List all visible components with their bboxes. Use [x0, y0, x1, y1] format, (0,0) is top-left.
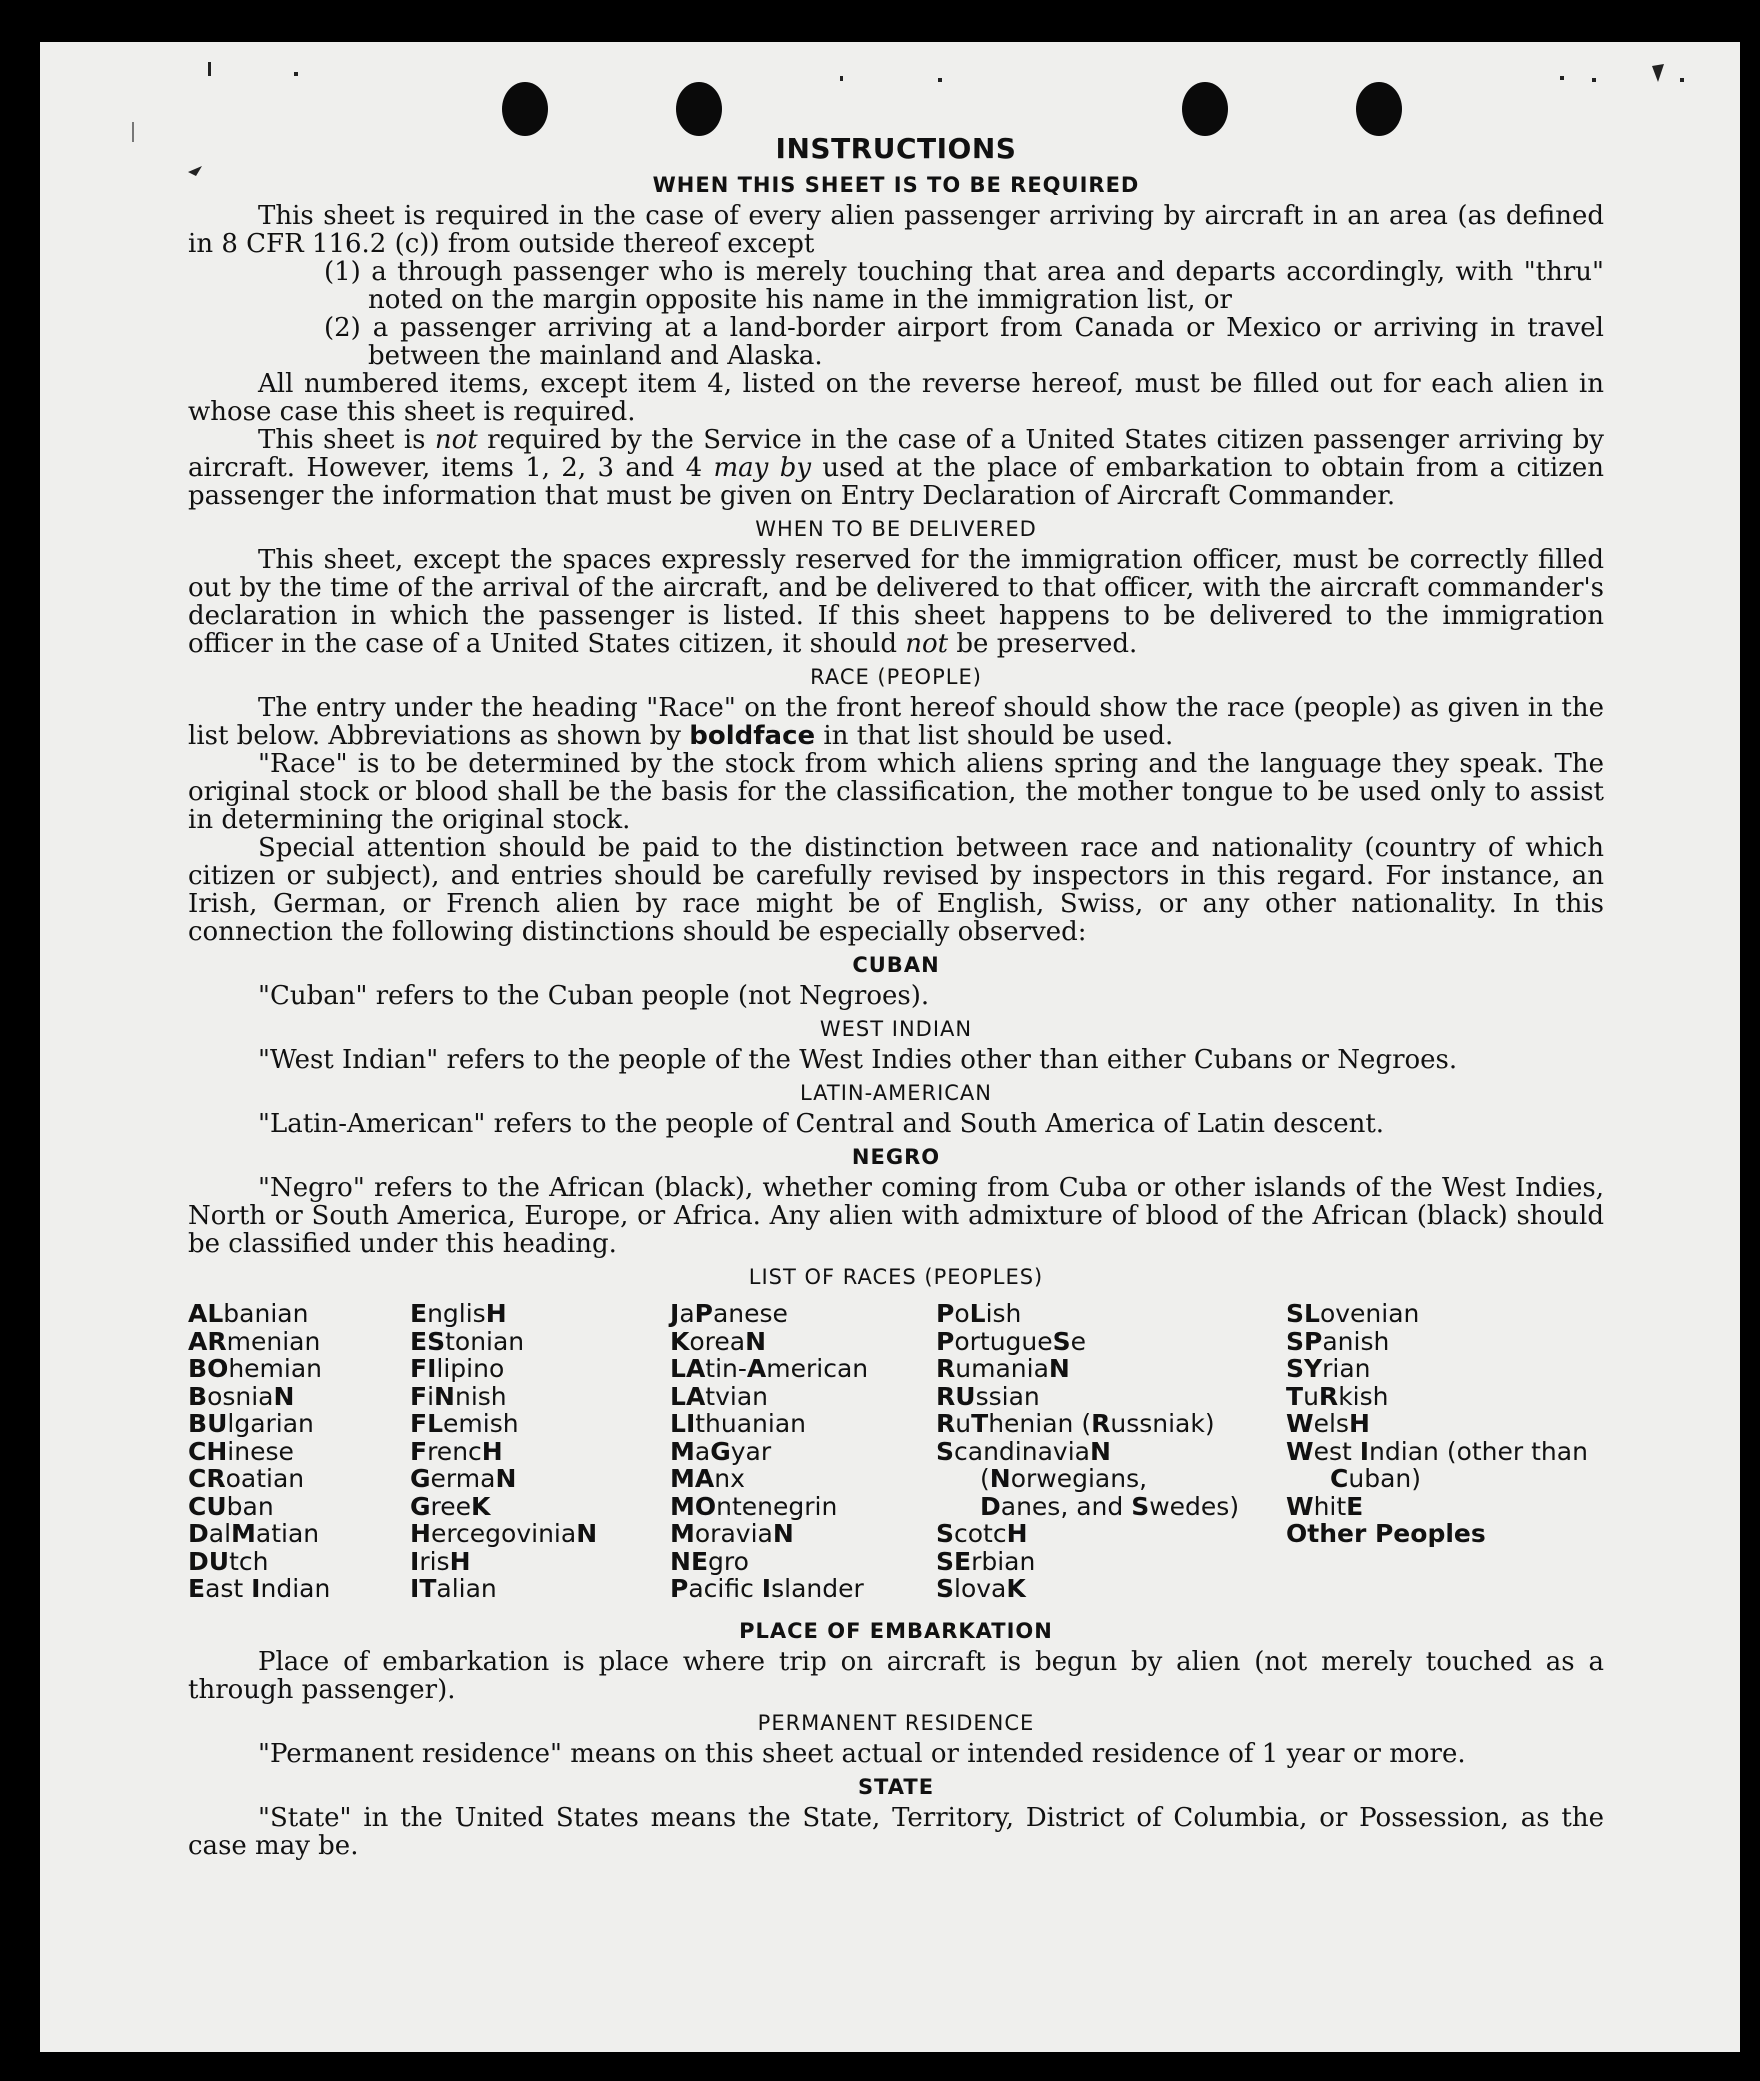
race-item: SPanish [1286, 1326, 1390, 1356]
text-run: required by the Service in the case of a United States citizen passenger arriving by aircraft. However, items 1, 2, 3 and 4 [188, 425, 1604, 483]
race-item: LAtvian [670, 1381, 769, 1411]
race-item: Pacific Islander [670, 1574, 864, 1603]
race-item: ITalian [410, 1574, 497, 1603]
race-item: ALbanian [188, 1299, 309, 1328]
race-item: IrisH [410, 1546, 471, 1576]
text-run: used at the place of embarkation to obtain from a citizen passenger the information that must be given on Entry Declaration of Aircraft Commander. [188, 453, 1604, 511]
race-item: LAtin-American [670, 1354, 869, 1383]
paragraph: "Race" is to be determined by the stock from which aliens spring and the language they speak. The original stock or blood shall be the basis for the classification, the mother tongue to be used only to assist in determining the original stock. [188, 749, 1604, 835]
section-heading: WHEN TO BE DELIVERED [755, 517, 1037, 541]
paragraph: "State" in the United States means the State, Territory, District of Columbia, or Possession, as the case may be. [188, 1803, 1604, 1861]
race-item: BUlgarian [188, 1409, 314, 1438]
race-item: NEgro [670, 1546, 749, 1576]
paragraph: "Cuban" refers to the Cuban people (not Negroes). [258, 981, 930, 1011]
race-item: MoraviaN [670, 1519, 794, 1548]
text-run: The entry under the heading "Race" on the front hereof should show the race (people) as given in the list below. Abbreviations as shown by [188, 693, 1604, 751]
paragraph: "Latin-American" refers to the people of Central and South America of Latin descent. [258, 1109, 1385, 1139]
races-column [188, 1300, 330, 1603]
race-item: CUban [188, 1491, 274, 1521]
race-item: FLemish [410, 1409, 519, 1438]
italic-text: not [434, 425, 478, 455]
race-item: PortugueSe [936, 1326, 1087, 1356]
race-item: LIthuanian [670, 1409, 807, 1438]
race-item: SErbian [936, 1546, 1036, 1576]
race-item: SLovenian [1286, 1299, 1420, 1328]
race-item: RumaniaN [936, 1354, 1070, 1383]
paragraph: Place of embarkation is place where trip on aircraft is begun by alien (not merely touched as a through passenger). [188, 1647, 1604, 1705]
race-item: DalMatian [188, 1519, 320, 1548]
race-item: East Indian [188, 1574, 331, 1603]
document-page [40, 42, 1740, 2052]
section-heading: STATE [857, 1775, 935, 1799]
section-heading: PERMANENT RESIDENCE [757, 1711, 1035, 1735]
section-heading: NEGRO [851, 1145, 941, 1169]
italic-text: may by [713, 453, 812, 483]
text-run: This sheet is [258, 425, 435, 455]
paragraph [188, 694, 1604, 750]
instructions-content [188, 132, 1604, 1860]
page-title: INSTRUCTIONS [775, 132, 1017, 165]
race-item: EStonian [410, 1326, 525, 1356]
races-list [188, 1300, 1604, 1612]
paragraph: "Negro" refers to the African (black), whether coming from Cuba or other islands of the West Indies, North or South America, Europe, or Africa. Any alien with admixture of blood of the African (black) should be classified under this heading. [188, 1173, 1604, 1259]
race-item: SYrian [1286, 1354, 1371, 1383]
section-heading: PLACE OF EMBARKATION [739, 1619, 1053, 1643]
race-item: SlovaK [936, 1574, 1026, 1603]
race-item: WhitE [1286, 1491, 1364, 1521]
text-run: in that list should be used. [815, 721, 1174, 751]
race-item: CRoatian [188, 1464, 305, 1493]
races-column [1286, 1300, 1604, 1548]
paragraph: "Permanent residence" means on this sheet actual or intended residence of 1 year or more. [258, 1739, 1466, 1769]
race-item: PoLish [936, 1299, 1022, 1328]
races-column [670, 1300, 868, 1603]
italic-text: not [905, 629, 949, 659]
race-item: ScandinaviaN (Norwegians, Danes, and Swedes) [936, 1436, 1240, 1521]
race-item: WelsH [1286, 1409, 1370, 1438]
paragraph: Special attention should be paid to the distinction between race and nationality (country of which citizen or subject), and entries should be carefully revised by inspectors in this regard. For instance, an Irish, German, or French alien by race might be of English, Swiss, or any other nationality. In this connection the following distinctions should be especially observed: [188, 833, 1604, 947]
text-run: This sheet, except the spaces expressly reserved for the immigration officer, must be correctly filled out by the time of the arrival of the aircraft, and be delivered to that officer, with the aircraft commander's declaration in which the passenger is listed. If this sheet happens to be delivered to the immigration officer in the case of a United States citizen, it should [188, 545, 1604, 659]
races-column [936, 1300, 1242, 1603]
paragraph: "West Indian" refers to the people of the West Indies other than either Cubans or Negroes. [258, 1045, 1458, 1075]
race-item: BosniaN [188, 1381, 295, 1411]
race-item: EnglisH [410, 1299, 507, 1328]
race-item: KoreaN [670, 1326, 767, 1356]
race-item: ARmenian [188, 1326, 321, 1356]
races-column [410, 1300, 597, 1603]
race-item: GreeK [410, 1491, 491, 1521]
section-heading: RACE (PEOPLE) [810, 665, 982, 689]
race-item: MAnx [670, 1464, 745, 1493]
race-item: GermaN [410, 1464, 517, 1493]
exception-item: (1) a through passenger who is merely touching that area and departs accordingly, with "thru" noted on the margin opposite his name in the immigration list, or [324, 257, 1604, 315]
section-heading: WHEN THIS SHEET IS TO BE REQUIRED [652, 173, 1140, 197]
race-item: ScotcH [936, 1519, 1028, 1548]
race-item: BOhemian [188, 1354, 323, 1383]
exception-item: (2) a passenger arriving at a land-border airport from Canada or Mexico or arriving in travel between the mainland and Alaska. [324, 313, 1604, 371]
race-item: FIlipino [410, 1354, 505, 1383]
section-heading: LATIN-AMERICAN [799, 1081, 993, 1105]
race-item: JaPanese [670, 1299, 788, 1328]
race-item: West Indian (other than Cuban) [1286, 1436, 1588, 1493]
paragraph [188, 546, 1604, 658]
race-item: MaGyar [670, 1436, 772, 1466]
race-item: RUssian [936, 1381, 1040, 1411]
race-item: DUtch [188, 1546, 269, 1576]
race-item: FrencH [410, 1436, 503, 1466]
race-item: MOntenegrin [670, 1491, 838, 1521]
race-item: CHinese [188, 1436, 294, 1466]
paragraph: All numbered items, except item 4, listed on the reverse hereof, must be filled out for each alien in whose case this sheet is required. [188, 369, 1604, 427]
bold-text: boldface [689, 721, 816, 751]
race-item: FiNnish [410, 1381, 507, 1411]
section-heading: LIST OF RACES (PEOPLES) [748, 1265, 1044, 1289]
race-item: HercegoviniaN [410, 1519, 598, 1548]
race-item: TuRkish [1286, 1381, 1389, 1411]
race-item: Other Peoples [1286, 1519, 1486, 1548]
race-item: RuThenian (Russniak) [936, 1409, 1215, 1438]
text-run: be preserved. [948, 629, 1138, 659]
section-heading: CUBAN [852, 953, 940, 977]
section-heading: WEST INDIAN [819, 1017, 973, 1041]
paragraph: This sheet is required in the case of every alien passenger arriving by aircraft in an area (as defined in 8 CFR 116.2 (c)) from outside thereof except [188, 201, 1604, 259]
paragraph [188, 426, 1604, 510]
